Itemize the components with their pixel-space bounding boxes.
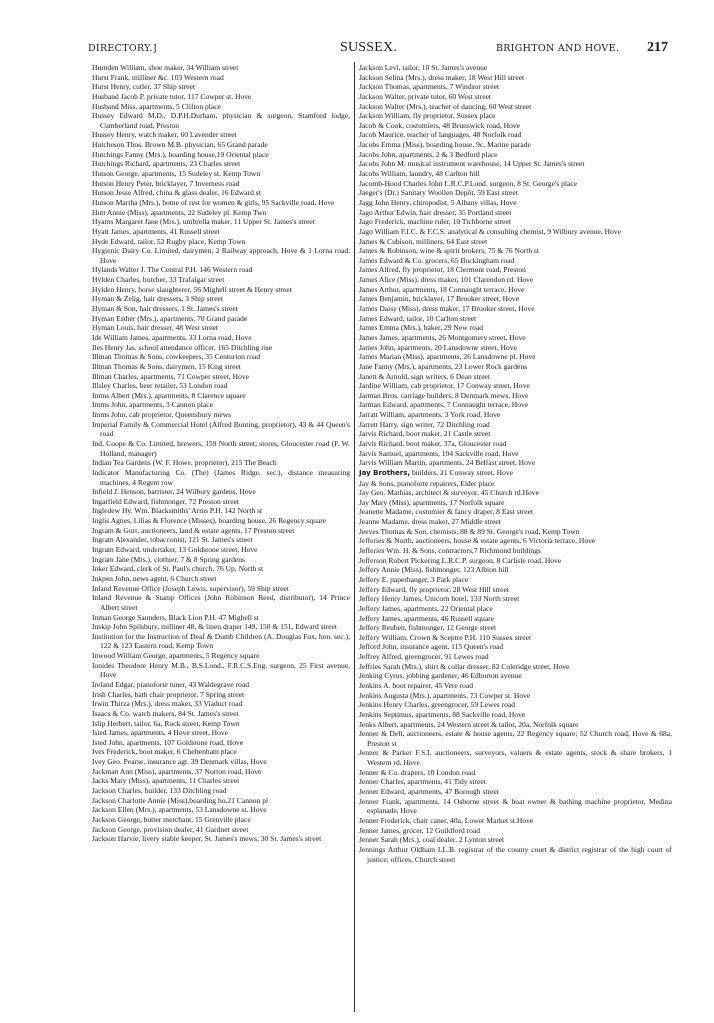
directory-entry: Jeffrey Alfred, greengrocer, 91 Lewes road <box>359 652 489 662</box>
directory-entry: Institution for the Instruction of Deaf & Dumb Children (A. Douglas Fox, hon. sec.), 122 & 123 Eastern road, Kemp Town <box>92 631 350 651</box>
directory-entry: Jay & Sons, pianoforte repairers, Elder place <box>359 478 495 488</box>
directory-entry: Jarman Edward, apartments, 7 Connaught terrace, Hove <box>359 400 529 410</box>
directory-entry: Jeffries Sarah (Mrs.), shirt & collar dresser, 82 Coleridge street, Hove <box>359 661 570 671</box>
directory-entry: James James, apartments, 26 Montgomery street, Hove <box>359 332 526 342</box>
directory-entry: Hurnden William, shoe maker, 34 William street <box>92 63 239 72</box>
directory-entry: Hutson Jesse Alfred, china & glass dealer, 16 Edward st <box>92 188 261 198</box>
directory-entry: Hygienic Dairy Co. Limited, dairymen, 2 Railway approach, Hove & 1 Lorna road, Hove <box>92 246 350 265</box>
directory-entry: Isted John, apartments, 107 Goldstone road, Hove <box>92 737 244 747</box>
directory-entry: Jacobs John M. musical instrument warehouse, 14 Upper St. James's street <box>359 159 585 169</box>
directory-entry: Jennings Arthur Oldham LL.B. registrar of the county court & district registrar of the high court of justice; offices, Church street <box>359 844 672 864</box>
directory-entry: James Edward, tailor, 10 Carlton street <box>359 313 477 323</box>
directory-entry: Jefferies Wm. H. & Sons, contractors,7 Richmond buildings <box>359 546 541 556</box>
directory-entry: Jefferson Robert Pickering L.R.C.P. surgeon, 8 Carlisle road, Hove <box>359 555 562 565</box>
page-header <box>88 40 680 56</box>
directory-entry: Jardine William, cab proprietor, 17 Conway street, Hove <box>359 381 530 391</box>
directory-entry: Jacobs John, apartments, 2 & 3 Bedford place <box>359 149 498 159</box>
directory-entry: James Marian (Miss), apartments, 26 Lansdowne pl. Hove <box>359 352 536 362</box>
directory-entry: Jacob Maurice, teacher of languages, 48 Norfolk road <box>359 130 522 140</box>
directory-entry: Jeffery Annie (Miss), fishmonger, 123 Albion hill <box>359 565 509 575</box>
directory-entry: Jeanette Madame, costumier & fancy draper, 8 East street <box>359 507 534 517</box>
directory-entry: Jackson Harvie, livery stable keeper, St. James's mews, 30 St. James's street <box>92 834 322 844</box>
directory-entry: Hutcheson Thos. Brown M.B. physician, 65 Grand parade <box>92 140 268 150</box>
directory-entry: Jackman Ann (Miss), apartments, 37 Norton road, Hove <box>92 766 262 776</box>
directory-entry: Jay Mary (Miss), apartments, 17 Norfolk square <box>359 497 505 507</box>
directory-entry: Indicator Manufacturing Co. (The) (James Ridge, sec.), distance measuring machines, 4 Regent row <box>92 467 350 487</box>
directory-entry: Jacomb-Hood Charles John L.R.C.P.Lond. surgeon, 8 St. George's place <box>359 178 578 188</box>
directory-entry: Inland Revenue & Stamp Offices (John Robinson Reed, distributor), 14 Prince Albert street <box>92 593 350 612</box>
directory-entry: Jeanne Madame, dress maker, 27 Middle street <box>359 517 501 527</box>
directory-entry: Jenner Sarah (Mrs.), coal dealer, 2 Lynton street <box>359 835 505 845</box>
header-county: SUSSEX. <box>340 40 398 55</box>
directory-entry: Hylden Charles, butcher, 33 Trafalgar street <box>92 275 225 285</box>
directory-entry: Jeffery James, apartments, 46 Russell square <box>359 613 495 623</box>
directory-entry: Jaeger's (Dr.) Sanitary Woollen Depôt, 59 East street <box>359 188 518 198</box>
directory-entry: Jackson William, fly proprietor, Sussex place <box>359 111 496 121</box>
directory-entry: Illman Thomas & Sons, dairymen, 15 King street <box>92 361 241 371</box>
directory-entry: Jarratt William, apartments, 3 York road, Hove <box>359 410 501 420</box>
directory-entry: Ind, Coope & Co. Limited, brewers, 159 North street; stores, Gloucester road (F. W. Holland, manager) <box>92 438 350 458</box>
directory-entry: Ingledew Hy. Wm. Blacksmiths' Arms P.H. 142 North st <box>92 506 263 516</box>
directory-entry: Jackson Selina (Mrs.), dress maker, 18 West Hill street <box>359 72 525 82</box>
directory-entry: James Daisy (Miss), dress maker, 17 Brooker street, Hove <box>359 304 535 314</box>
directory-entry: Jago Arthur Edwin, hair dresser, 35 Portland street <box>359 207 512 217</box>
directory-entry: Hutchings Richard, apartments, 23 Charles street <box>92 159 241 169</box>
directory-entry: Hyman & Zelig, hair dressers, 3 Ship street <box>92 294 223 304</box>
directory-entry: Ingram Jane (Mrs.), clothier, 7 & 8 Spring gardens <box>92 554 245 564</box>
directory-entry: Jeffery William, Crown & Sceptre P.H. 110 Sussex street <box>359 632 532 642</box>
directory-entry: Hylands Walter J. The Central P.H. 146 Western road <box>92 265 253 275</box>
directory-entry: Jackson George, butter merchant, 15 Grenville place <box>92 814 251 824</box>
directory-entry: James Edward & Co. grocers, 65 Buckingham road <box>359 255 515 265</box>
directory-entry: Iles Henry Jas. school attendance officer, 165 Ditchling rise <box>92 342 273 352</box>
directory-entry: Jenner James, grocer, 12 Guildford road <box>359 825 481 835</box>
directory-entry: Irwin Thirza (Mrs.), dress maker, 33 Viaduct road <box>92 699 243 709</box>
directory-entry: Jeffery Henry James, Unicorn hotel, 133 North street <box>359 594 520 604</box>
directory-entry: Jarvis Samuel, apartments, 104 Sackville road, Hove <box>359 448 519 458</box>
header-section-label: DIRECTORY.] <box>88 43 157 54</box>
directory-entry: Jenking Cyrus, jobbing gardener, 46 Edburton avenue <box>359 671 522 681</box>
directory-entry: James Alfred, fly proprietor, 18 Clermont road, Preston <box>359 265 526 275</box>
directory-entry: Jenks Albert, apartments, 24 Western street & tailor, 20a, Norfolk square <box>359 719 579 729</box>
directory-entry: Husband Jacob P. private tutor, 117 Cowper st. Hove <box>92 91 252 101</box>
directory-entry: Hussey Henry, watch maker, 60 Lavender street <box>92 130 237 140</box>
bold-advertiser-name: Jay Brothers, <box>359 468 411 477</box>
directory-entry: Jackson Walter (Mrs.), teacher of dancing, 60 West street <box>359 101 532 111</box>
directory-entry: Ives Frederick, boot maker, 6 Cheltenham place <box>92 747 237 757</box>
directory-entry: Jagg John Henry, chiropodist, 5 Albany villas, Hove <box>359 197 517 207</box>
directory-entry: Jarvis Richard, boot maker, 21 Castle street <box>359 429 491 439</box>
directory-entry: Jenner Charles, apartments, 41 Tidy street <box>359 777 486 787</box>
directory-entry: Jarrett Harry, sign writer, 72 Ditchling road <box>359 419 490 429</box>
directory-entry: Inskip John Spilsbury, milliner 48, & linen draper 149, 150 & 151, Edward street <box>92 622 337 632</box>
directory-entry: Jefferies & North, auctioneers, house & estate agents, 6 Victoria terrace, Hove <box>359 536 596 546</box>
directory-entry: Jackson Walter, private tutor, 60 West street <box>359 91 492 101</box>
directory-entry: Jacob & Cook, costumiers, 48 Brunswick road, Hove <box>359 120 520 130</box>
directory-entry: Ingarfield Edward, fishmonger, 72 Preston street <box>92 496 240 506</box>
directory-entry: Jenkins Augusta (Mrs.), apartments, 73 Cowper st. Hove <box>359 690 531 700</box>
directory-entry: James Emma (Mrs.), baker, 29 New road <box>359 323 483 333</box>
directory-entry: James Arthur, apartments, 18 Connaught terrace, Hove <box>359 284 525 294</box>
directory-entry: Hutchings Fanny (Mrs.), boarding house,19 Oriental place <box>92 149 269 159</box>
directory-entry: Ingram Alexander, tobacconist, 121 St. James's street <box>92 535 253 545</box>
directory-entry: Jay Geo. Mathias, architect & surveyor, 45 Church rd.Hove <box>359 488 539 498</box>
directory-entry: Hylden Henry, horse slaughterer, 56 Mighell street & Henry street <box>92 284 292 294</box>
directory-entry: Inker Edward, clerk of St. Paul's church, 76 Up. North st <box>92 564 264 574</box>
column-divider <box>354 62 355 1012</box>
directory-entry: James & Cubison, milliners, 64 East street <box>359 236 488 246</box>
directory-entry: Jarvis Richard, boot maker, 37a, Gloucester road <box>359 438 507 448</box>
page-number: 217 <box>647 40 668 55</box>
directory-entry: Jenner & Parker F.S.I. auctioneers, surveyors, valuers & estate agents, stock & share brokers, 1 Western rd. Hove <box>359 748 672 768</box>
directory-entry: Jackson Levi, tailor, 10 St. James's avenue <box>359 63 488 72</box>
directory-entry: Isted James, apartments, 4 Hove street, Hove <box>92 728 229 738</box>
directory-entry: Jeffery Edward, fly proprietor, 28 West Hill street <box>359 584 509 594</box>
directory-entry: Jenner & Co. drapers, 10 London road <box>359 767 476 777</box>
directory-entry: Inwood William George, apartments, 5 Regency square <box>92 651 260 661</box>
directory-entry: Jeeves Thomas & Son, chemists, 88 & 89 St. George's road, Kemp Town <box>359 526 580 536</box>
directory-entry: Jeffery E. paperhanger, 3 Park place <box>359 574 469 584</box>
directory-entry: Hussey Edward M.D., D.P.H.Durham, physician & surgeon, Stamford lodge, Cumberland road, Preston <box>92 111 350 130</box>
directory-entry: Isaacs & Co. watch makers, 84 St. James's street <box>92 708 239 718</box>
directory-entry: Ide William James, apartments, 33 Lorna road, Hove <box>92 332 252 342</box>
directory-entry: Jay Brothers, builders, 21 Conway street, Hove <box>359 467 513 477</box>
directory-entry: Illsley Charles, beer retailer, 53 London road <box>92 381 228 391</box>
directory-entry: Jackson Charles, builder, 133 Ditchling road <box>92 786 227 796</box>
directory-entry: Jenkins Henry Charles, greengrocer, 59 Lewes road <box>359 700 516 710</box>
directory-entry: James Benjamin, bricklayer, 17 Brooker street, Hove <box>359 294 520 304</box>
directory-entry: Jago William F.I.C. & F.C.S. analytical & consulting chemist, 9 Wilbury avenue, Hove <box>359 226 622 236</box>
directory-entry: Jacks Mary (Miss), apartments, 11 Charles street <box>92 776 240 786</box>
header-town: BRIGHTON AND HOVE. <box>496 43 620 54</box>
directory-entry: Husband Miss, apartments, 5 Clifton place <box>92 101 221 111</box>
directory-entry: Hyman Louis, hair dresser, 48 West street <box>92 323 218 333</box>
directory-entry: Jacobs William, laundry, 48 Carlton hill <box>359 169 480 179</box>
directory-entry: Hutson Martha (Mrs.), home of rest for women & girls, 95 Sackville road, Hove <box>92 197 335 207</box>
directory-entry: Ionides Theodore Henry M.B., B.S.Lond., F.R.C.S.Eng. surgeon, 25 First avenue, Hove <box>92 660 350 680</box>
directory-entry: Indian Tea Gardens (W. F. Howe, proprietor), 215 The Beach <box>92 458 277 468</box>
directory-entry: Jeffery Reuben, fishmonger, 12 George street <box>359 623 497 633</box>
directory-entry: James Alice (Miss), dress maker, 101 Clarendon rd. Hove <box>359 275 534 285</box>
directory-entry: Hyman & Son, hair dressers, 1 St. James's street <box>92 304 238 314</box>
directory-entry: Illman Charles, apartments, 71 Cowper street, Hove <box>92 371 249 381</box>
right-column <box>359 63 672 864</box>
directory-entry: Jackson Thomas, apartments, 7 Windsor street <box>359 82 500 92</box>
directory-entry: Inkpen John, news agent, 6 Church street <box>92 573 217 583</box>
directory-entry: Hutt Annie (Miss), apartments, 22 Sudeley pl. Kemp Twn <box>92 207 267 217</box>
directory-entry: James & Robinson, wine & spirit brokers, 75 & 76 North st <box>359 246 540 256</box>
directory-entry: Hyde Edward, tailor, 52 Rugby place, Kemp Town <box>92 236 246 246</box>
directory-entry: Hurst Henry, cutler, 37 Ship street <box>92 82 195 92</box>
directory-entry: Jarvis William Martin, apartments, 24 Belfast street, Hove <box>359 458 536 468</box>
directory-entry: Jeffery James, apartments, 22 Oriental place <box>359 603 493 613</box>
directory-entry: Jefford John, insurance agent, 115 Queen's road <box>359 642 504 652</box>
directory-entry: Hurst Frank, milliner &c. 103 Western road <box>92 72 224 82</box>
directory-entry: Jenner & Dell, auctioneers, estate & house agents, 22 Regency square; 52 Church road, Hove & 68a, Preston st <box>359 729 672 748</box>
directory-entry: Inman George Saunders, Black Lion P.H. 47 Mighell st <box>92 612 259 622</box>
directory-entry: Jenner Frank, apartments, 14 Osborne street & boat owner & bathing machine proprietor, Medina esplanade, Hove <box>359 796 672 816</box>
directory-entry: Hyams Margaret Jane (Mrs.), umbrella maker, 11 Upper St. James's street <box>92 217 315 227</box>
directory-entry: Inland Revenue Office (Joseph Lewis, supervisor), 59 Ship street <box>92 583 289 593</box>
directory-entry: Jenkins A. boot repairer, 45 Vere road <box>359 681 473 690</box>
directory-entry: Illman Thomas & Sons, cowkeepers, 35 Centurion road <box>92 352 261 362</box>
directory-entry: Imms John, apartments, 3 Cannon place <box>92 400 213 410</box>
directory-entry: Hutson Henry Peter, bricklayer, 7 Inverness road <box>92 178 240 188</box>
directory-entry: Hyatt James, apartments, 41 Russell street <box>92 226 220 236</box>
directory-entry: Imms Albert (Mrs.), apartments, 8 Clarence square <box>92 390 246 400</box>
directory-entry: Jenkins Septimus, apartments, 88 Sackville road, Hove <box>359 709 526 719</box>
directory-entry: Jane Fanny (Mrs.), apartments, 23 Lower Rock gardens <box>359 361 528 371</box>
directory-entry: Jacobs Emma (Miss), boarding house, 9c, Marine parade <box>359 140 531 150</box>
directory-entry: Hyman Esther (Mrs.), apartments, 70 Grand parade <box>92 313 248 323</box>
directory-entry: Irish Charles, bath chair proprietor, 7 Spring street <box>92 689 245 699</box>
directory-entry: Jarman Bros. carriage builders, 8 Denmark mews, Hove <box>359 390 529 400</box>
directory-entry: Janett & Arnold, sign writers, 6 Dean street <box>359 371 490 381</box>
directory-entry: Inglis Agnes, Lilias & Florence (Misses), boarding house, 26 Regency square <box>92 516 327 526</box>
directory-entry: Imms John, cab proprietor, Queensbury mews <box>92 410 232 420</box>
directory-entry: Ingram Edward, undertaker, 13 Goldstone street, Hove <box>92 545 258 555</box>
directory-entry: Ivey Geo. Pearse, insurance agt. 39 Denmark villas, Hove <box>92 757 267 767</box>
directory-entry: James John, apartments, 20 Lansdowne street, Hove <box>359 342 517 352</box>
directory-entry: Jackson Charlotte Annie (Miss),boarding ho.21 Cannon pl <box>92 795 269 805</box>
directory-entry: Infield J. Henson, barrister, 24 Wilbury gardens, Hove <box>92 487 256 497</box>
directory-entry: Jackson George, provision dealer, 41 Gardner street <box>92 824 249 834</box>
directory-entry: Islip Herbert, tailor, 6a, Rock street, Kemp Town <box>92 718 240 728</box>
directory-entry: Jackson Ellen (Mrs.), apartments, 53 Lansdowne st. Hove <box>92 805 267 815</box>
directory-entry: Ireland Edgar, pianoforte tuner, 43 Waldegrave road <box>92 680 250 689</box>
directory-entry: Hutson George, apartments, 15 Sudeley st. Kemp Town <box>92 169 261 179</box>
directory-entry: Jenner Edward, apartments, 47 Borough street <box>359 787 499 797</box>
directory-entry: Ingram & Gurr, auctioneers, land & estate agents, 17 Preston street <box>92 525 295 535</box>
left-column <box>92 63 350 844</box>
directory-entry: Jago Frederick, machine ruler, 10 Tichborne street <box>359 217 511 227</box>
directory-entry: Imperial Family & Commercial Hotel (Alfred Bunting, proprietor), 43 & 44 Queen's road <box>92 419 350 439</box>
directory-entry: Jenner Frederick, chair caner, 40a, Lower Market st.Hove <box>359 815 534 825</box>
